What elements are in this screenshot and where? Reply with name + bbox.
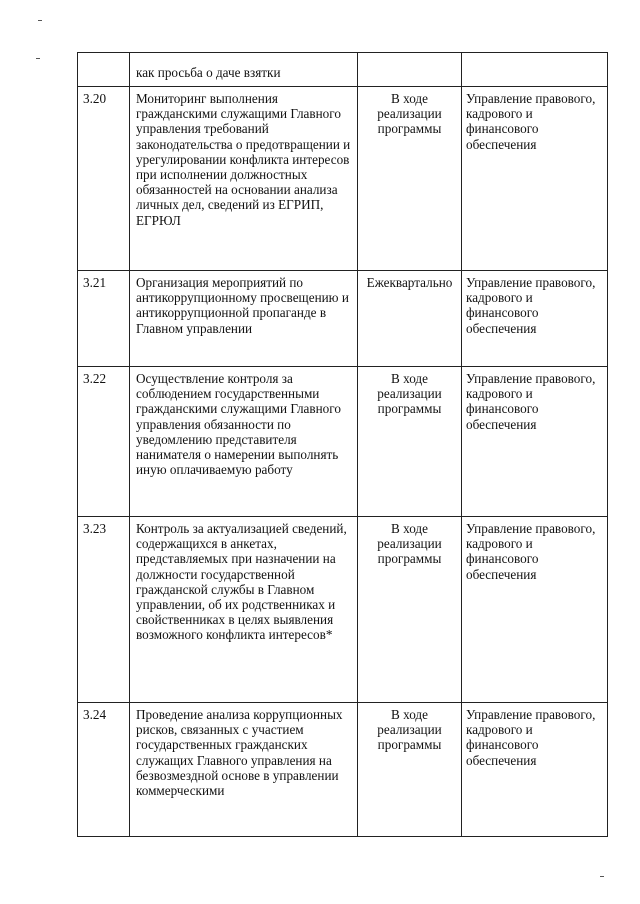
item-term: В ходе реализации программы (358, 367, 462, 517)
scan-mark (36, 58, 40, 59)
item-number: 3.22 (78, 367, 130, 517)
table-row (78, 53, 608, 87)
measures-table (77, 52, 608, 837)
scan-mark (600, 876, 604, 877)
item-responsible: Управление правового, кадрового и финансового обеспечения (462, 87, 608, 271)
item-term: Ежеквартально (358, 271, 462, 367)
item-number: 3.23 (78, 517, 130, 703)
item-responsible: Управление правового, кадрового и финансового обеспечения (462, 703, 608, 837)
item-term (358, 53, 462, 87)
item-description: Проведение анализа коррупционных рисков, связанных с участием государственных гражданских служащих Главного управления на безвозмездной основе в управлении коммерческими (130, 703, 358, 837)
item-responsible (462, 53, 608, 87)
item-responsible: Управление правового, кадрового и финансового обеспечения (462, 517, 608, 703)
item-description: как просьба о даче взятки (130, 53, 358, 87)
item-responsible: Управление правового, кадрового и финансового обеспечения (462, 367, 608, 517)
item-term: В ходе реализации программы (358, 703, 462, 837)
item-term: В ходе реализации программы (358, 517, 462, 703)
item-term: В ходе реализации программы (358, 87, 462, 271)
table-row (78, 367, 608, 517)
item-description: Мониторинг выполнения гражданскими служащими Главного управления требований законодательства о предотвращении и урегулировании конфликта интересов при исполнении должностных обязанностей на основании анализа личных дел, сведений из ЕГРИП, ЕГРЮЛ (130, 87, 358, 271)
scan-mark (38, 20, 42, 21)
item-description: Организация мероприятий по антикоррупционному просвещению и антикоррупционной пропаганде в Главном управлении (130, 271, 358, 367)
item-description: Контроль за актуализацией сведений, содержащихся в анкетах, представляемых при назначении на должности государственной гражданской службы в Главном управлении, об их родственниках и свойственниках в целях выявления возможного конфликта интересов* (130, 517, 358, 703)
table-row (78, 517, 608, 703)
item-number: 3.24 (78, 703, 130, 837)
item-responsible: Управление правового, кадрового и финансового обеспечения (462, 271, 608, 367)
item-number: 3.20 (78, 87, 130, 271)
table-row (78, 87, 608, 271)
table-row (78, 271, 608, 367)
item-description: Осуществление контроля за соблюдением государственными гражданскими служащими Главного управления обязанности по уведомлению представителя нанимателя о намерении выполнять иную оплачиваемую работу (130, 367, 358, 517)
item-number (78, 53, 130, 87)
item-number: 3.21 (78, 271, 130, 367)
table-row (78, 703, 608, 837)
